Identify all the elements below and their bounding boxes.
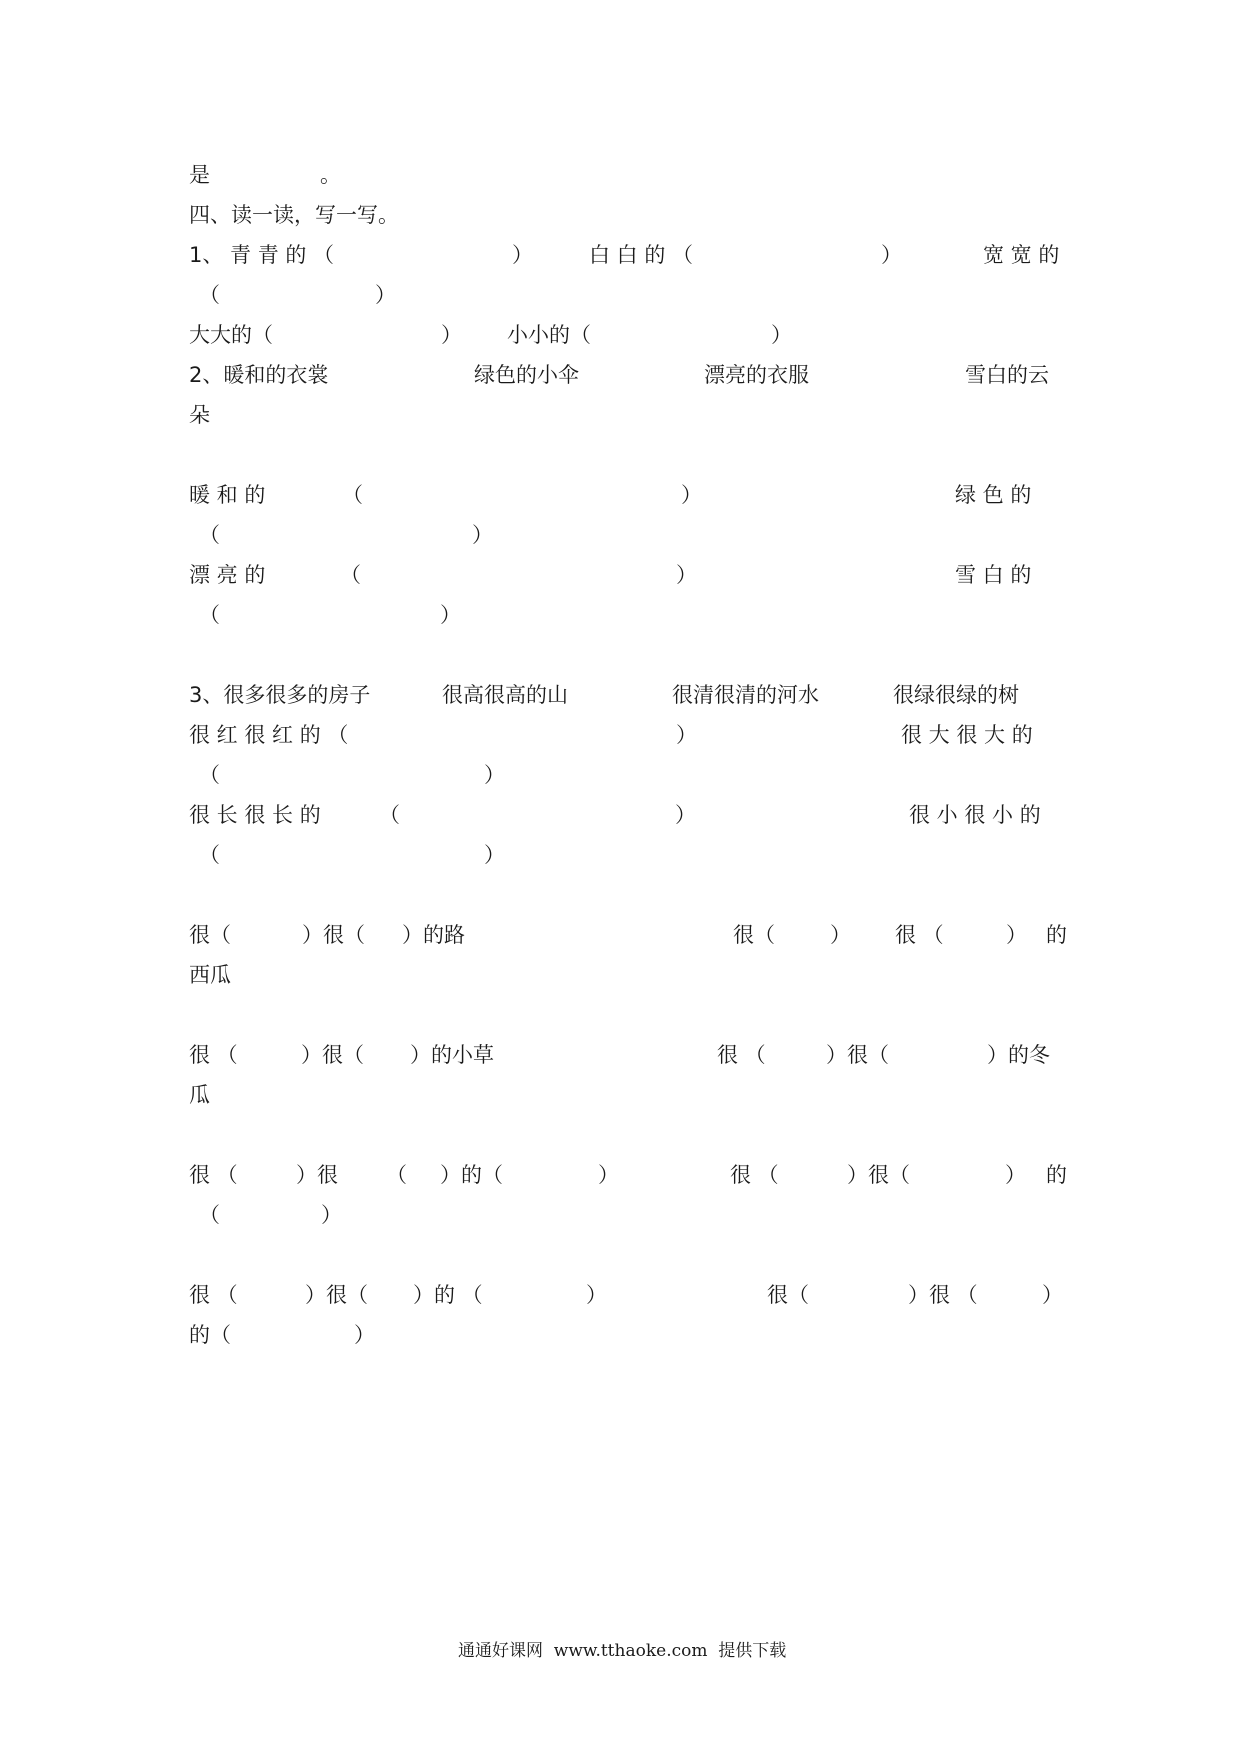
q3-blank-4-cont: 瓜 bbox=[189, 1083, 210, 1107]
q1-item-1: 1、 青 青 的 （ bbox=[189, 243, 335, 267]
q2-paren-4-open: （ bbox=[199, 603, 220, 627]
q3-blank-5e: ） bbox=[598, 1163, 619, 1187]
q3-blank-4a: 很 （ bbox=[717, 1043, 766, 1067]
q3-paren-3-open: （ bbox=[379, 803, 400, 827]
q2-fill-2: 绿 色 的 bbox=[955, 483, 1032, 507]
q1-paren-4: ） bbox=[441, 323, 462, 347]
q3-blank-1b: ）很（ bbox=[302, 923, 365, 947]
q3-blank-6a: 很 （ bbox=[730, 1163, 779, 1187]
q3-paren-2-open: （ bbox=[199, 763, 220, 787]
q2-paren-4-close: ） bbox=[440, 603, 461, 627]
q3-blank-3b: ）很（ bbox=[301, 1043, 364, 1067]
q1-paren-3-close: ） bbox=[375, 283, 396, 307]
q1-item-4: 大大的（ bbox=[189, 323, 273, 347]
q3-paren-1-close: ） bbox=[676, 723, 697, 747]
q3-blank-5b: ）很 bbox=[296, 1163, 338, 1187]
q2-paren-2-open: （ bbox=[199, 523, 220, 547]
q3-blank-6e: （ bbox=[199, 1203, 220, 1227]
q3-word-4: 很绿很绿的树 bbox=[893, 683, 1019, 707]
q3-blank-2a: 很（ bbox=[733, 923, 775, 947]
q2-paren-2-close: ） bbox=[472, 523, 493, 547]
q1-item-3: 宽 宽 的 bbox=[983, 243, 1060, 267]
page-footer: 通通好课网 www.tthaoke.com 提供下载 bbox=[458, 1641, 787, 1661]
q2-fill-3: 漂 亮 的 bbox=[189, 563, 266, 587]
q3-fill-4: 很 小 很 小 的 bbox=[909, 803, 1041, 827]
q3-blank-7b: ）很（ bbox=[305, 1283, 368, 1307]
q3-blank-5d: ）的（ bbox=[440, 1163, 503, 1187]
q3-fill-2: 很 大 很 大 的 bbox=[901, 723, 1033, 747]
q3-paren-3-close: ） bbox=[675, 803, 696, 827]
q1-paren-5: ） bbox=[771, 323, 792, 347]
q3-blank-7c: ）的 （ bbox=[413, 1283, 483, 1307]
q1-paren-1: ） bbox=[512, 243, 533, 267]
q3-blank-1c: ）的路 bbox=[402, 923, 465, 947]
q1-paren-3-open: （ bbox=[199, 283, 220, 307]
q3-blank-7d: ） bbox=[586, 1283, 607, 1307]
q3-blank-6b: ）很（ bbox=[847, 1163, 910, 1187]
q2-paren-3-open: （ bbox=[340, 563, 361, 587]
q3-paren-4-close: ） bbox=[484, 843, 505, 867]
q3-blank-8d: 的（ bbox=[189, 1323, 231, 1347]
q3-blank-2b: ） bbox=[830, 923, 851, 947]
section-heading: 四、读一读，写一写。 bbox=[189, 203, 399, 227]
q2-paren-3-close: ） bbox=[676, 563, 697, 587]
q3-blank-8a: 很（ bbox=[767, 1283, 809, 1307]
q2-paren-1-open: （ bbox=[342, 483, 363, 507]
q1-item-2: 白 白 的 （ bbox=[589, 243, 694, 267]
q2-word-3: 漂亮的衣服 bbox=[704, 363, 809, 387]
q3-word-3: 很清很清的河水 bbox=[672, 683, 819, 707]
text-period: 。 bbox=[320, 163, 341, 187]
q1-paren-2: ） bbox=[881, 243, 902, 267]
q2-word-1: 2、暖和的衣裳 bbox=[189, 363, 329, 387]
q3-word-1: 3、很多很多的房子 bbox=[189, 683, 371, 707]
q3-word-2: 很高很高的山 bbox=[442, 683, 568, 707]
text-shi: 是 bbox=[189, 163, 210, 187]
q3-blank-6c: ） bbox=[1005, 1163, 1026, 1187]
q3-blank-1a: 很（ bbox=[189, 923, 231, 947]
q3-blank-6d: 的 bbox=[1046, 1163, 1067, 1187]
q3-blank-7a: 很 （ bbox=[189, 1283, 238, 1307]
q3-blank-2-cont: 西瓜 bbox=[189, 963, 231, 987]
q3-blank-2e: 的 bbox=[1046, 923, 1067, 947]
q3-blank-3c: ）的小草 bbox=[410, 1043, 494, 1067]
q3-blank-4c: ）的冬 bbox=[987, 1043, 1050, 1067]
q1-item-5: 小小的（ bbox=[507, 323, 591, 347]
q2-word-4-cont: 朵 bbox=[189, 403, 210, 427]
q3-blank-8c: ） bbox=[1042, 1283, 1063, 1307]
q3-blank-8e: ） bbox=[354, 1323, 375, 1347]
q3-blank-5c: （ bbox=[386, 1163, 407, 1187]
q3-paren-4-open: （ bbox=[199, 843, 220, 867]
q2-word-4: 雪白的云 bbox=[965, 363, 1049, 387]
q3-blank-5a: 很 （ bbox=[189, 1163, 238, 1187]
q3-blank-4b: ）很（ bbox=[826, 1043, 889, 1067]
q2-word-2: 绿色的小伞 bbox=[474, 363, 579, 387]
q2-fill-4: 雪 白 的 bbox=[955, 563, 1032, 587]
q3-blank-2d: ） bbox=[1006, 923, 1027, 947]
q3-fill-3: 很 长 很 长 的 bbox=[189, 803, 321, 827]
q2-paren-1-close: ） bbox=[681, 483, 702, 507]
q3-blank-2c: 很 （ bbox=[895, 923, 944, 947]
q3-blank-3a: 很 （ bbox=[189, 1043, 238, 1067]
q3-blank-8b: ）很 （ bbox=[908, 1283, 978, 1307]
q3-fill-1: 很 红 很 红 的 （ bbox=[189, 723, 349, 747]
q2-fill-1: 暖 和 的 bbox=[189, 483, 266, 507]
q3-blank-6f: ） bbox=[321, 1203, 342, 1227]
q3-paren-2-close: ） bbox=[484, 763, 505, 787]
